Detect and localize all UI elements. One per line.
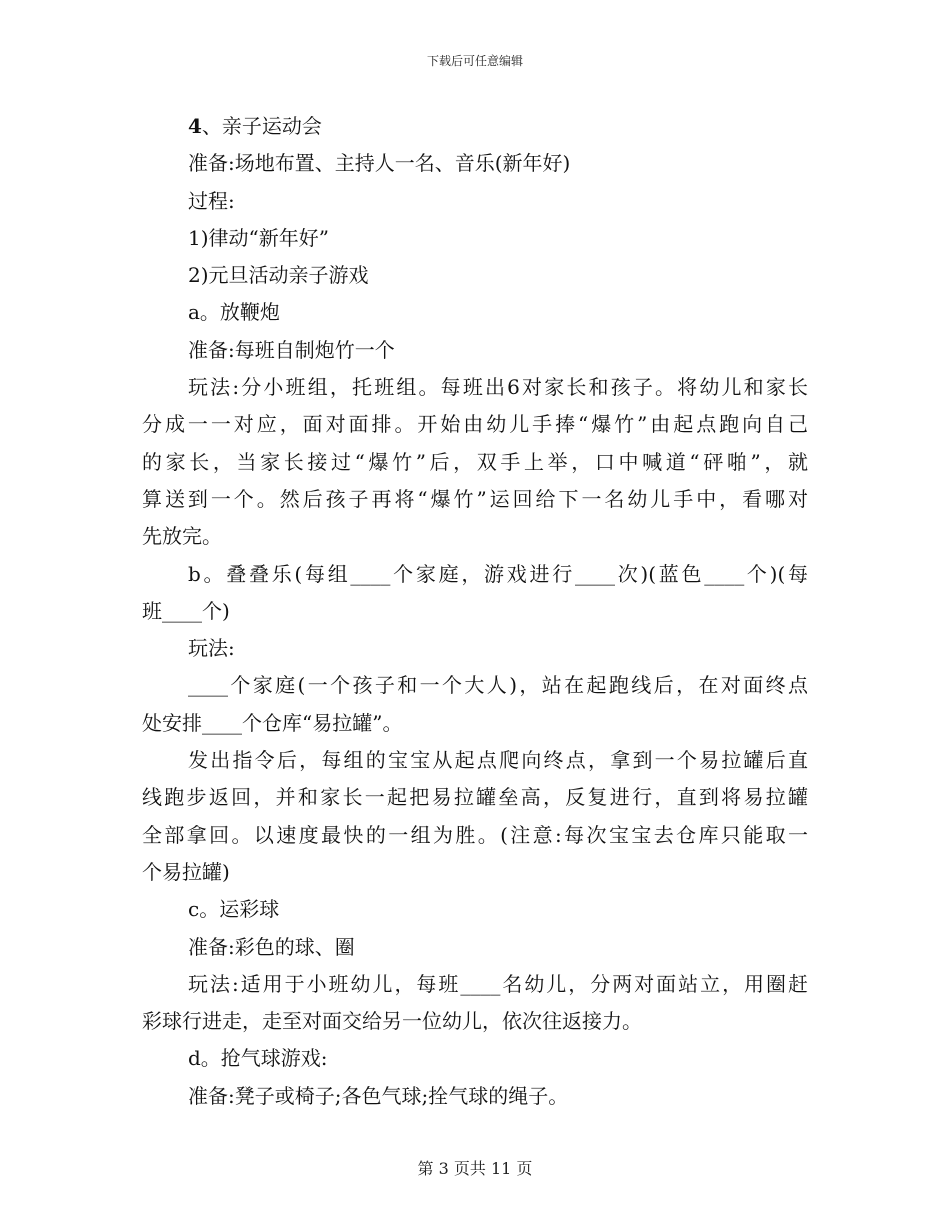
text-line: 发出指令后，每组的宝宝从起点爬向终点，拿到一个易拉罐后直 — [188, 748, 808, 773]
text-line: 准备:每班自制炮竹一个 — [188, 337, 395, 362]
text-line: 个易拉罐) — [142, 859, 230, 884]
page-footer: 第 3 页共 11 页 — [417, 1159, 533, 1178]
text-line: d。抢气球游戏: — [188, 1046, 328, 1071]
text-line: 准备:凳子或椅子;各色气球;拴气球的绳子。 — [188, 1083, 569, 1108]
text-line: 先放完。 — [142, 524, 222, 549]
document-body — [142, 108, 808, 1115]
section-number: 4 — [188, 114, 202, 138]
text-line: c。运彩球 — [188, 897, 280, 922]
text-line: 准备:彩色的球、圈 — [188, 934, 355, 959]
text-line: 线跑步返回，并和家长一起把易拉罐垒高，反复进行，直到将易拉罐 — [142, 785, 808, 810]
text-line: a。放鞭炮 — [188, 300, 280, 325]
text-line: ____个家庭(一个孩子和一个大人)，站在起跑线后，在对面终点 — [188, 673, 808, 698]
text-line: 全部拿回。以速度最快的一组为胜。(注意:每次宝宝去仓库只能取一 — [142, 822, 808, 847]
text-line: 算送到一个。然后孩子再将“爆竹”运回给下一名幼儿手中，看哪对 — [142, 486, 808, 511]
section-title — [142, 108, 808, 145]
text-line: 彩球行进走，走至对面交给另一位幼儿，依次往返接力。 — [142, 1009, 642, 1034]
page-header: 下载后可任意编辑 — [426, 54, 523, 68]
text-line: b。叠叠乐(每组____个家庭，游戏进行____次)(蓝色____个)(每 — [188, 561, 808, 586]
text-line: 玩法: — [188, 636, 235, 661]
text-line: 准备:场地布置、主持人一名、音乐(新年好) — [188, 151, 571, 176]
text-line: 1)律动“新年好” — [188, 225, 329, 250]
text-line: 过程: — [188, 188, 235, 213]
text-line: 分成一一对应，面对面排。开始由幼儿手捧“爆竹”由起点跑向自己 — [142, 412, 808, 437]
section-title-text: 、亲子运动会 — [201, 114, 322, 138]
text-line: 2)元旦活动亲子游戏 — [188, 263, 369, 288]
text-line: 处安排____个仓库“易拉罐”。 — [142, 710, 403, 735]
text-line: 班____个) — [142, 598, 230, 623]
text-line: 玩法:分小班组，托班组。每班出6对家长和孩子。将幼儿和家长 — [188, 375, 808, 400]
text-line: 玩法:适用于小班幼儿，每班____名幼儿，分两对面站立，用圈赶 — [188, 971, 808, 996]
text-line: 的家长，当家长接过“爆竹”后，双手上举，口中喊道“砰啪”，就 — [142, 449, 808, 474]
